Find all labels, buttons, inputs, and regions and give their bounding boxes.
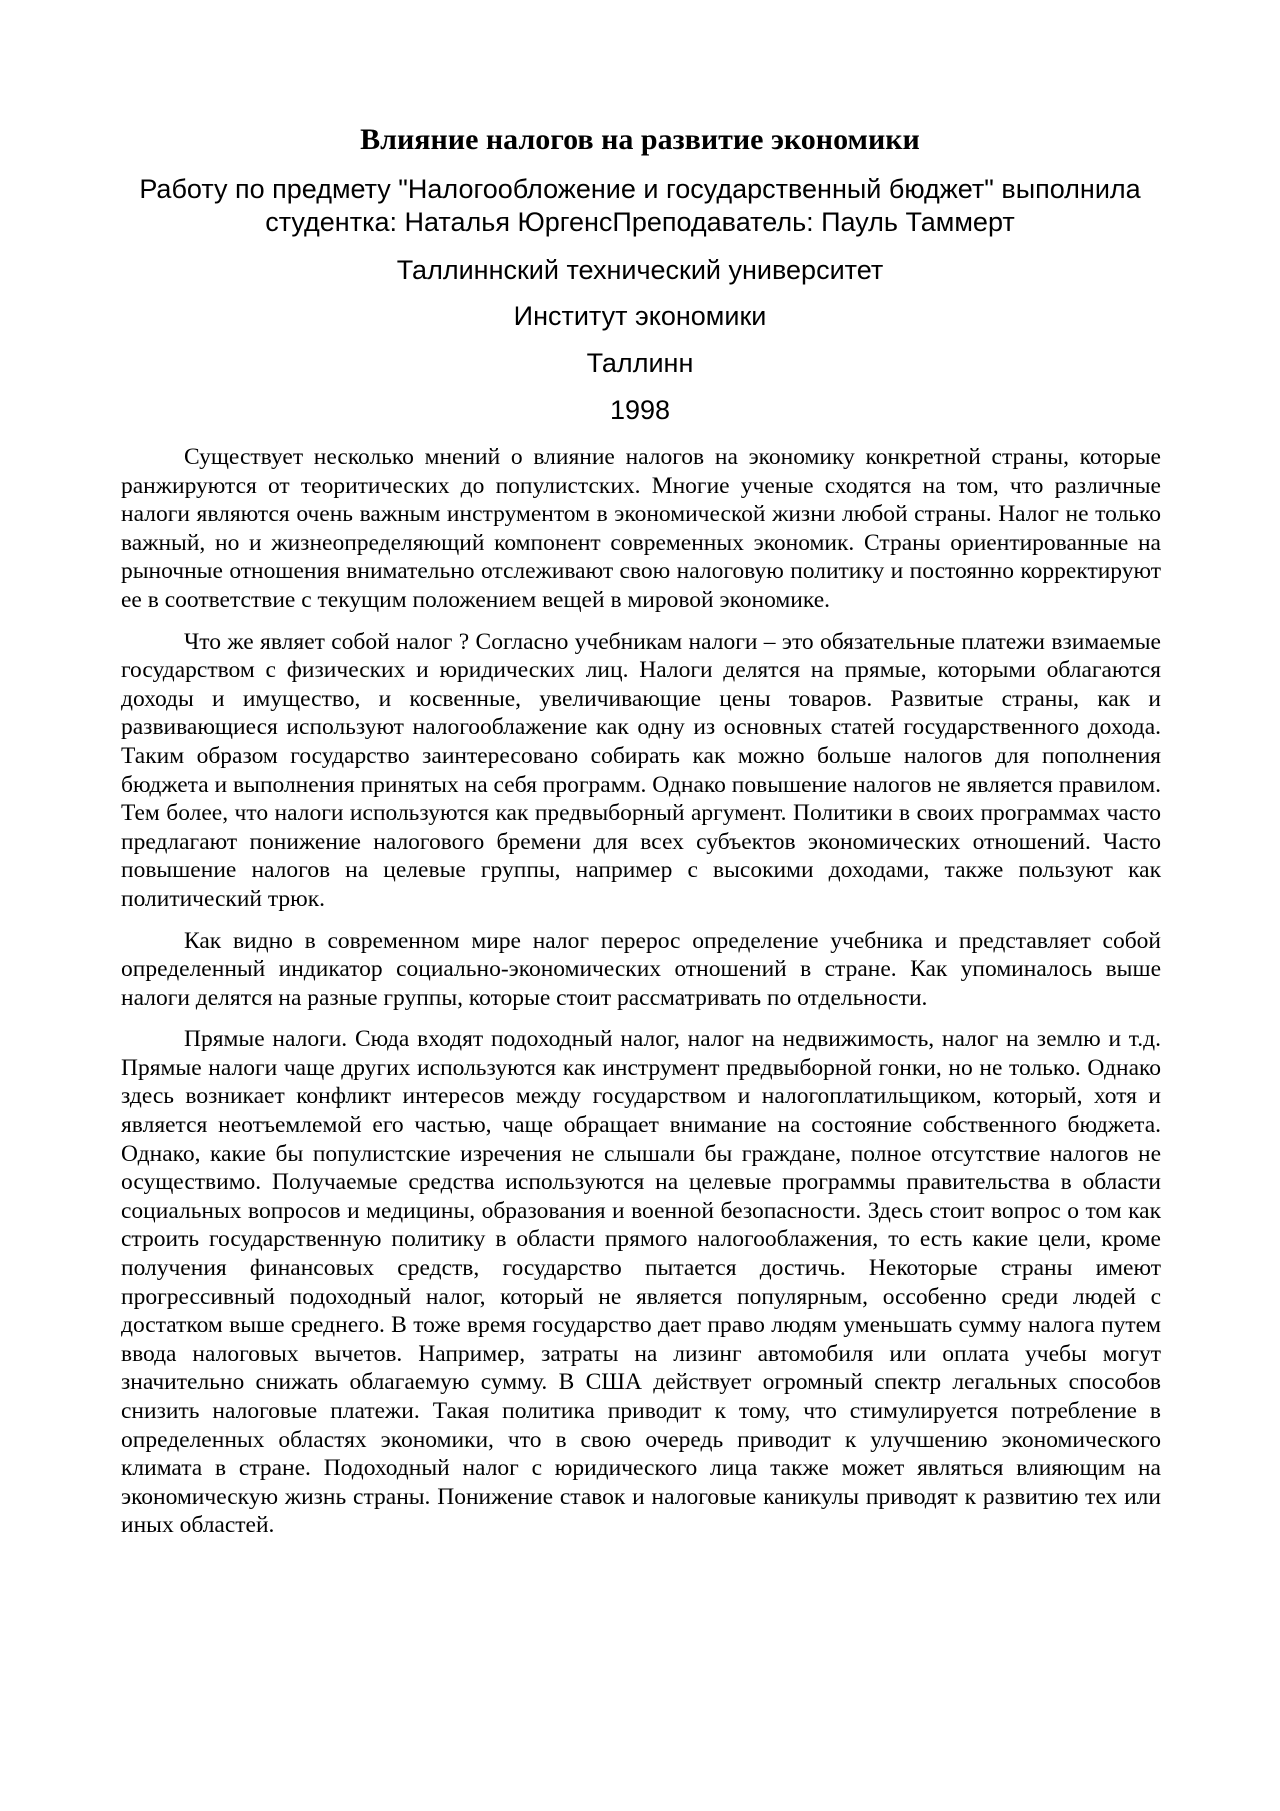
document-title: Влияние налогов на развитие экономики — [360, 123, 920, 156]
document-body — [121, 443, 1161, 1553]
body-paragraph: Прямые налоги. Сюда входят подоходный налог, налог на недвижимость, налог на землю и т.д. Прямые налоги чаще других используются как инструмент предвыборной гонки, но не только. Однако здесь возникает конфликт интересов между государством и налогоплатильщиком, который, хотя и является неотъемлемой его частью, чаще обращает внимание на состояние собственного бюджета. Однако, какие бы популистские изречения не слышали бы граждане, полное отсутствие налогов не осуществимо. Получаемые средства используются на целевые программы правительства в области социальных вопросов и медицины, образования и военной безопасности. Здесь стоит вопрос о том как строить государственную политику в области прямого налогооблажения, то есть какие цели, кроме получения финансовых средств, государство пытается достичь. Некоторые страны имеют прогрессивный подоходный налог, который не является популярным, оссобенно среди людей с достатком выше среднего. В тоже время государство дает право людям уменьшать сумму налога путем ввода налоговых вычетов. Например, затраты на лизинг автомобиля или оплата учебы могут значительно снижать облагаемую сумму. В США действует огромный спектр легальных способов снизить налоговые платежи. Такая политика приводит к тому, что стимулируется потребление в определенных областях экономики, что в свою очередь приводит к улучшению экономического климата в стране. Подоходный налог с юридического лица также может являться влияющим на экономическую жизнь страны. Понижение ставок и налоговые каникулы приводят к развитию тех или иных областей. — [121, 1026, 1161, 1539]
document-year: 1998 — [609, 395, 671, 425]
body-paragraph: Существует несколько мнений о влияние налогов на экономику конкретной страны, которые ранжируются от теоритических до популистских. Многие ученые сходятся на том, что различные налоги являются очень важным инструментом в экономической жизни любой страны. Налог не только важный, но и жизнеопределяющий компонент современных экономик. Страны ориентированные на рыночные отношения внимательно отслеживают свою налоговую политику и постоянно корректируют ее в соответствие с текущим положением вещей в мировой экономике. — [121, 444, 1161, 613]
document-subtitle: Работу по предмету "Налогообложение и государственный бюджет" выполнила студентка: Наталья ЮргенсПреподаватель: Пауль Таммерт — [139, 174, 1141, 237]
body-paragraph: Что же являет собой налог ? Согласно учебникам налоги – это обязательные платежи взимаемые государством с физических и юридических лиц. Налоги делятся на прямые, которыми облагаются доходы и имущество, и косвенные, увеличивающие цены товаров. Развитые страны, как и развивающиеся используют налогооблажение как одну из основных статей государственного дохода. Таким образом государство заинтересовано собирать как можно больше налогов для пополнения бюджета и выполнения принятых на себя программ. Однако повышение налогов не является правилом. Тем более, что налоги используются как предвыборный аргумент. Политики в своих программах часто предлагают понижение налогового бремени для всех субъектов экономических отношений. Часто повышение налогов на целевые группы, например с высокими доходами, также пользуют как политический трюк. — [121, 628, 1161, 912]
body-paragraph: Как видно в современном мире налог перерос определение учебника и представляет собой определенный индикатор социально-экономических отношений в стране. Как упоминалось выше налоги делятся на разные группы, которые стоит рассматривать по отдельности. — [121, 927, 1161, 1011]
city-name: Таллинн — [586, 348, 694, 378]
institute-name: Институт экономики — [513, 301, 767, 331]
university-name: Таллиннский технический университет — [396, 255, 884, 285]
